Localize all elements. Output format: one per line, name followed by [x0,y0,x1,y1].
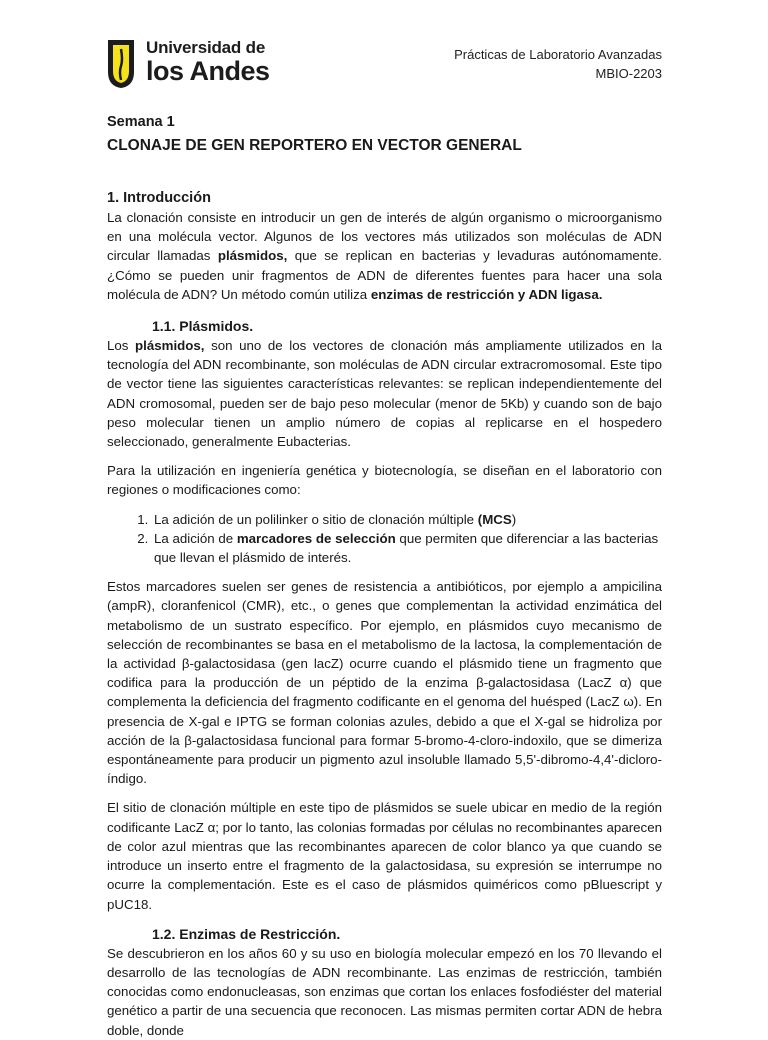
bold-text-run: marcadores de selección [236,530,396,546]
text-run: Los [107,338,136,354]
document-body [107,112,662,1040]
text-run: La clonación consiste en introducir un gen de interés de algún organismo o microorganismo en una molécula vector. Algunos de los vectores más utilizados son moléculas de ADN circular llamadas [107,210,662,264]
document-title: CLONAJE DE GEN REPORTERO EN VECTOR GENERAL [107,137,522,154]
course-header [454,45,662,83]
text-run: que se replican en bacterias y levaduras autónomamente. ¿Cómo se pueden unir fragmentos de ADN de diferentes fuentes para hacer una sola molécula de ADN? Un método común utiliza [107,248,662,302]
restriction-enzymes-paragraph: Se descubrieron en los años 60 y su uso en biología molecular empezó en los 70 llevando el desarrollo de las tecnologías de ADN recombinante. Las enzimas de restricción, también conocidas como endonucleasas, son enzimas que cortan los enlaces fosfodiéster del material genético a partir de una secuencia que reconocen. Las mismas permiten cortar ADN de hebra doble, donde [107,945,662,1038]
text-run: La adición de [154,530,237,546]
logo-text-line1: Universidad de [146,38,266,57]
list-item [152,529,662,567]
bold-text-run: (MCS [477,511,512,527]
text-run: que permiten que diferenciar a las bacterias que llevan el plásmido de interés. [154,530,659,566]
bold-text-run: plásmidos, [135,338,205,354]
course-code: MBIO-2203 [595,66,662,81]
plasmids-paragraph-2: Para la utilización en ingeniería genética y biotecnología, se diseñan en el laboratorio con regiones o modificaciones como: [107,463,662,498]
intro-paragraph [107,208,662,304]
section-heading-intro: 1. Introducción [107,190,211,206]
section-heading-plasmids: 1.1. Plásmidos. [152,318,254,335]
logo-text-line2: los Andes [146,56,270,86]
course-name: Prácticas de Laboratorio Avanzadas [454,47,662,62]
text-run: ) [511,511,517,527]
university-logo [106,38,270,92]
text-run: La adición de un polilinker o sitio de clonación múltiple [154,511,478,527]
modifications-list [107,510,662,568]
logo-shield-icon [106,38,136,90]
text-run: son uno de los vectores de clonación más ampliamente utilizados en la tecnología del ADN recombinante, son moléculas de ADN circular extracromosomal. Este tipo de vector tiene las siguientes características relevantes: se replican independientemente del ADN cromosomal, pueden ser de bajo peso molecular (menor de 5Kb) y cuando son de bajo peso molecular tienen un amplio número de copias al replicarse en el hospedero seleccionado, generalmente Eubacterias. [107,338,662,450]
plasmids-paragraph-1 [107,336,662,451]
bold-text-run: enzimas de restricción y ADN ligasa. [370,286,603,302]
bold-text-run: plásmidos, [217,248,288,264]
markers-paragraph: Estos marcadores suelen ser genes de resistencia a antibióticos, por ejemplo a ampicilina (ampR), cloranfenicol (CMR), etc., o genes que complementan la actividad enzimática del metabolismo de un sustrato específico. Por ejemplo, en plásmidos cuyo mecanismo de selección de recombinantes se basa en el metabolismo de la lactosa, la complementación de la actividad β-galactosidasa (gen lacZ) ocurre cuando el plásmido tiene un fragmento que codifica para la producción de un péptido de la enzima β-galactosidasa (LacZ α) que complementa la deficiencia del fragmento codificante en el genoma del huésped (LacZ ω). En presencia de X-gal e IPTG se forman colonias azules, debido a que el X-gal se hidroliza por acción de la β-galactosidasa funcional para formar 5-bromo-4-cloro-indoxilo, que se dimeriza espontáneamente para producir un pigmento azul insoluble llamado 5,5'-dibromo-4,4'-dicloro-índigo. [107,579,662,787]
week-label: Semana 1 [107,114,175,130]
section-heading-restriction-enzymes: 1.2. Enzimas de Restricción. [152,925,341,942]
list-item [152,510,662,529]
mcs-paragraph: El sitio de clonación múltiple en este tipo de plásmidos se suele ubicar en medio de la región codificante LacZ α; por lo tanto, las colonias formadas por células no recombinantes aparecen de color azul mientras que las recombinantes aparecen de color blanco ya que cuando se introduce un inserto entre el fragmento de la galactosidasa, su expresión se interrumpe no ocurre la complementación. Este es el caso de plásmidos quiméricos como pBluescript y pUC18. [107,800,662,912]
